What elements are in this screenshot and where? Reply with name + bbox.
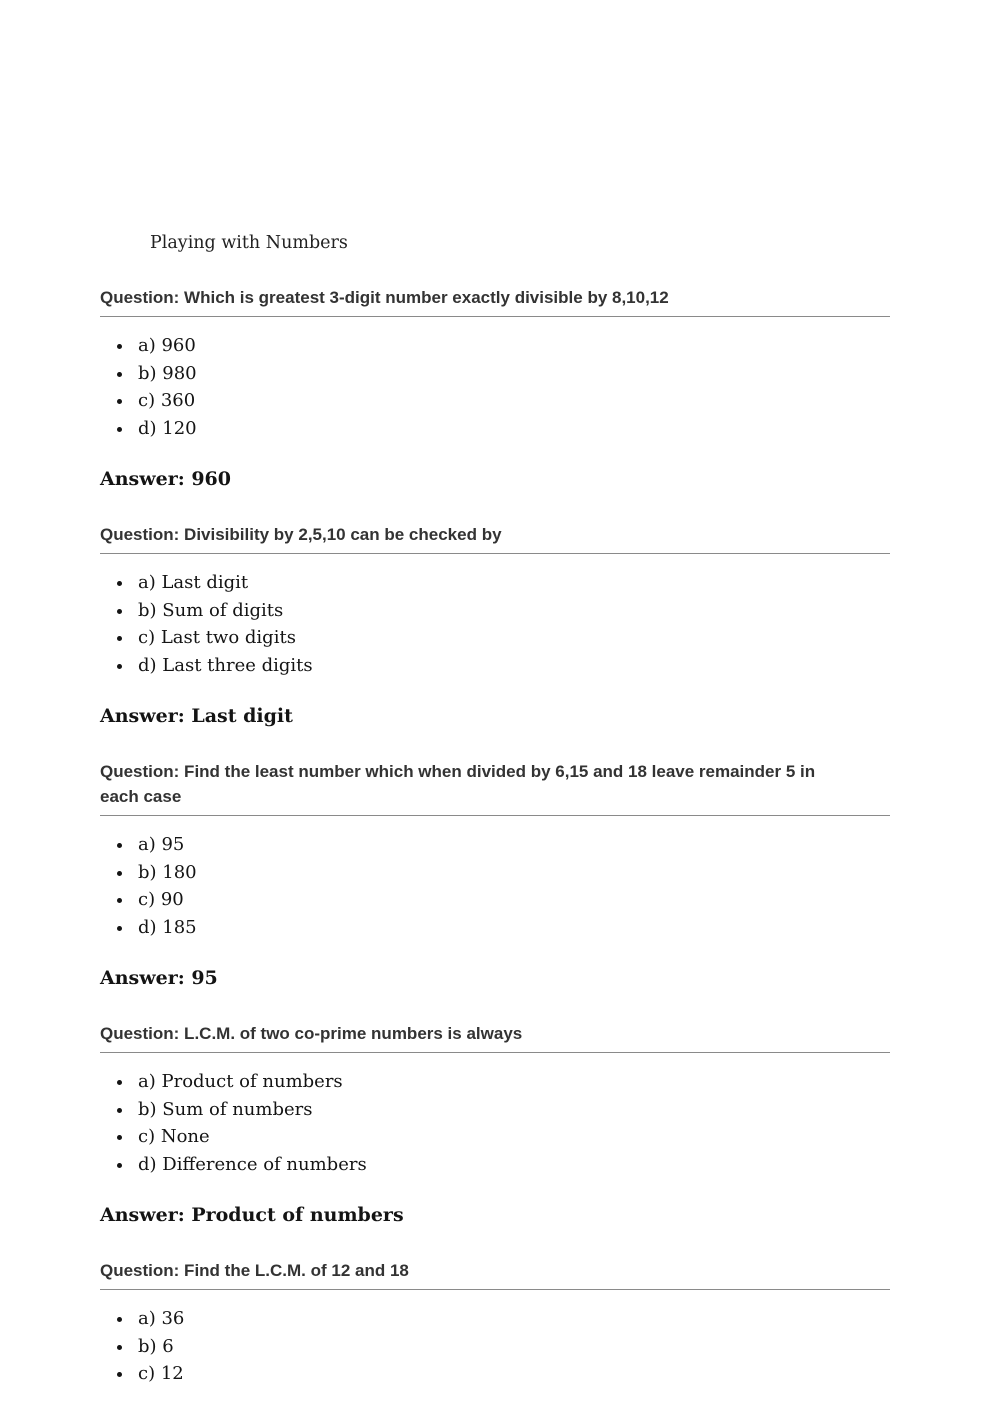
options-list: [100, 569, 890, 679]
option-item: • a) 36: [134, 1305, 890, 1333]
option-item: • a) Last digit: [134, 569, 890, 597]
options-list: [100, 831, 890, 941]
question-block: [100, 759, 890, 989]
options-list: [100, 332, 890, 442]
option-item: • d) Last three digits: [134, 652, 890, 680]
question-divider: [100, 316, 890, 317]
question-heading: Question: Find the least number which when divided by 6,15 and 18 leave remainder 5 in each case: [100, 762, 816, 806]
options-list: [100, 1068, 890, 1178]
question-block: [100, 522, 890, 727]
option-item: • d) 120: [134, 415, 890, 443]
question-divider: [100, 1289, 890, 1290]
option-item: • b) 6: [134, 1333, 890, 1361]
question-heading: Question: Which is greatest 3-digit number exactly divisible by 8,10,12: [100, 288, 669, 307]
option-item: • b) 180: [134, 859, 890, 887]
option-item: • b) Sum of digits: [134, 597, 890, 625]
questions-container: [100, 285, 890, 1388]
answer-text: Answer: 95: [100, 967, 218, 989]
answer-text: Answer: 960: [100, 468, 231, 490]
question-heading: Question: Divisibility by 2,5,10 can be checked by: [100, 525, 502, 544]
question-divider: [100, 553, 890, 554]
option-item: • c) 12: [134, 1360, 890, 1388]
option-item: • c) 90: [134, 886, 890, 914]
answer-text: Answer: Product of numbers: [100, 1204, 404, 1226]
option-item: • c) Last two digits: [134, 624, 890, 652]
option-item: • d) 185: [134, 914, 890, 942]
question-block: [100, 1258, 890, 1388]
option-item: • d) Difference of numbers: [134, 1151, 890, 1179]
question-heading: Question: L.C.M. of two co-prime numbers is always: [100, 1024, 523, 1043]
option-item: • a) 95: [134, 831, 890, 859]
option-item: • b) 980: [134, 360, 890, 388]
question-block: [100, 1021, 890, 1226]
page-title: Playing with Numbers: [150, 233, 348, 253]
option-item: • c) None: [134, 1123, 890, 1151]
option-item: • a) 960: [134, 332, 890, 360]
option-item: • a) Product of numbers: [134, 1068, 890, 1096]
question-divider: [100, 1052, 890, 1053]
option-item: • b) Sum of numbers: [134, 1096, 890, 1124]
question-divider: [100, 815, 890, 816]
options-list: [100, 1305, 890, 1388]
question-block: [100, 285, 890, 490]
answer-text: Answer: Last digit: [100, 705, 293, 727]
question-heading: Question: Find the L.C.M. of 12 and 18: [100, 1261, 409, 1280]
option-item: • c) 360: [134, 387, 890, 415]
